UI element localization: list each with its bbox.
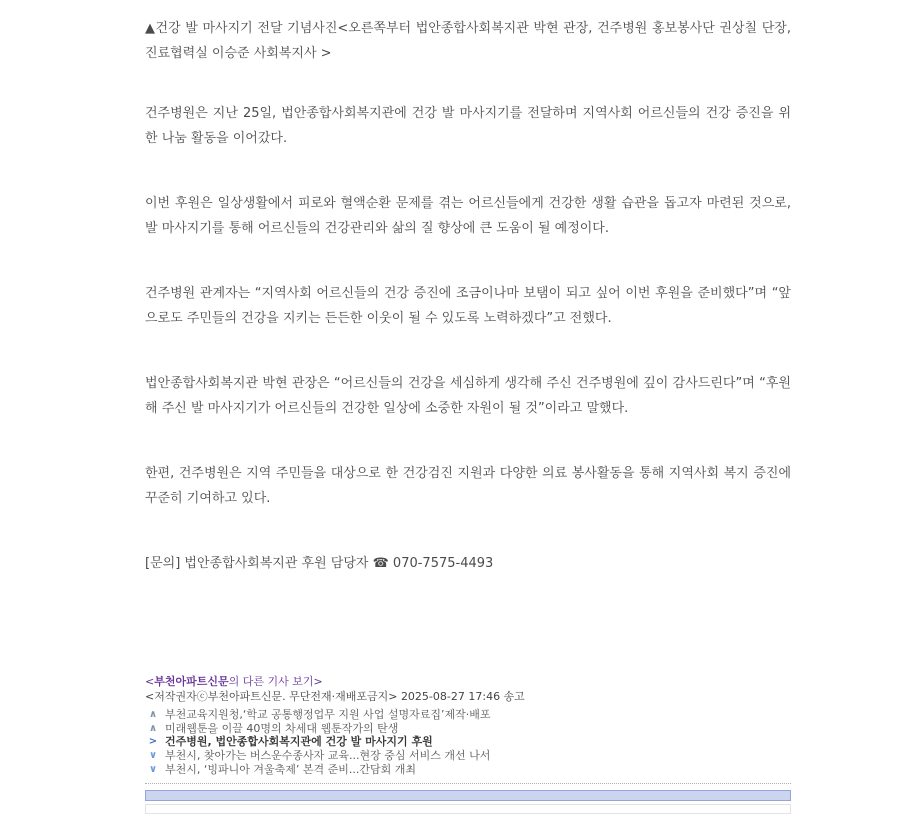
related-article-title: 미래웹툰을 이끌 40명의 차세대 웹툰작가의 탄생	[165, 721, 399, 735]
photo-caption: ▲건강 발 마사지기 전달 기념사진<오른쪽부터 법안종합사회복지관 박현 관장, 건주병원 홍보봉사단 권상칠 단장, 진료협력실 이승준 사회복지사 >	[145, 21, 791, 61]
related-article-title: 건주병원, 법안종합사회복지관에 건강 발 마사지기 후원	[165, 735, 433, 749]
article-paragraph: 건주병원은 지난 25일, 법안종합사회복지관에 건강 발 마사지기를 전달하며 지역사회 어르신들의 건강 증진을 위한 나눔 활동을 이어갔다.	[145, 106, 791, 146]
bottom-bar	[145, 804, 791, 814]
more-articles-suffix: 의 다른 기사 보기>	[228, 675, 323, 688]
related-articles-list	[145, 708, 791, 776]
chevron-up-icon: ∧	[148, 722, 158, 734]
related-article-title: 부천교육지원청,‘학교 공통행정업무 지원 사업 설명자료집’제작·배포	[165, 707, 491, 721]
article-paragraph: 법안종합사회복지관 박현 관장은 “어르신들의 건강을 세심하게 생각해 주신 건주병원에 깊이 감사드린다”며 “후원해 주신 발 마사지기가 어르신들의 건강한 일상에 소중한 자원이 될 것”이라고 말했다.	[145, 376, 791, 416]
article-footer	[145, 675, 791, 814]
article-paragraph: 한편, 건주병원은 지역 주민들을 대상으로 한 건강검진 지원과 다양한 의료 봉사활동을 통해 지역사회 복지 증진에 꾸준히 기여하고 있다.	[145, 466, 791, 506]
related-article-link[interactable]	[145, 749, 791, 763]
more-articles-link[interactable]	[145, 675, 791, 689]
related-article-link-current[interactable]	[145, 735, 791, 749]
chevron-down-icon: ∨	[148, 763, 158, 775]
contact-line: [문의] 법안종합사회복지관 후원 담당자 ☎ 070-7575-4493	[145, 556, 494, 571]
chevron-down-icon: ∨	[148, 749, 158, 761]
article-body	[145, 16, 791, 576]
related-article-link[interactable]	[145, 722, 791, 736]
related-article-title: 부천시, ‘빙파니아 겨울축제’ 본격 준비...간담회 개최	[165, 762, 416, 776]
chevron-right-icon: >	[148, 736, 158, 748]
copyright-line: <저작권자ⓒ부천아파트신문. 무단전재·재배포금지> 2025-08-27 17:46 송고	[145, 690, 525, 703]
related-article-link[interactable]	[145, 763, 791, 777]
highlight-bar	[145, 790, 791, 801]
more-articles-prefix: <	[145, 675, 155, 688]
chevron-up-icon: ∧	[148, 708, 158, 720]
article-paragraph: 건주병원 관계자는 “지역사회 어르신들의 건강 증진에 조금이나마 보탬이 되고 싶어 이번 후원을 준비했다”며 “앞으로도 주민들의 건강을 지키는 든든한 이웃이 될 수 있도록 노력하겠다”고 전했다.	[145, 286, 791, 326]
related-article-link[interactable]	[145, 708, 791, 722]
article-paragraph: 이번 후원은 일상생활에서 피로와 혈액순환 문제를 겪는 어르신들에게 건강한 생활 습관을 돕고자 마련된 것으로, 발 마사지기를 통해 어르신들의 건강관리와 삶의 질 향상에 큰 도움이 될 예정이다.	[145, 196, 791, 236]
related-article-title: 부천시, 찾아가는 버스운수종사자 교육...현장 중심 서비스 개선 나서	[165, 748, 491, 762]
dotted-divider	[145, 783, 791, 784]
paper-name: 부천아파트신문	[154, 675, 229, 688]
article-content	[145, 16, 791, 814]
